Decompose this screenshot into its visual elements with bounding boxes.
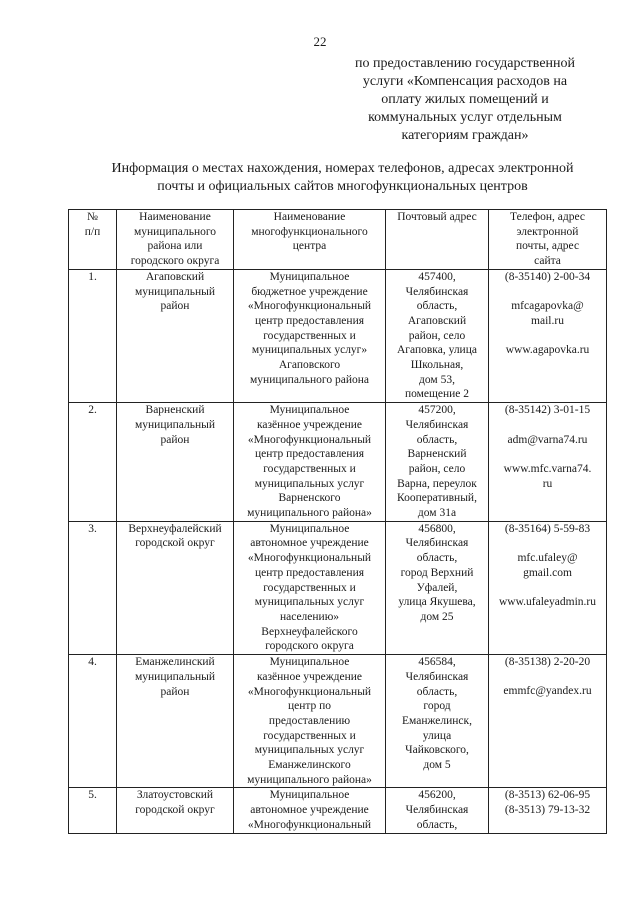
cell-text: Варненского <box>278 492 341 505</box>
row-number-cell <box>69 655 117 788</box>
cell-text: область, <box>416 433 458 446</box>
cell-text: Муниципальное <box>269 404 350 417</box>
spacer <box>490 447 605 462</box>
cell-text: Челябинская <box>405 418 469 431</box>
postal-address-cell <box>386 403 489 522</box>
cell-text: дом 25 <box>420 610 454 623</box>
cell-text: городской округ <box>135 537 215 550</box>
cell-text: город <box>423 700 451 713</box>
cell-text: mfcagapovka@ <box>511 300 584 313</box>
cell-text: Златоустовский <box>136 789 214 802</box>
title-line: почты и официальных сайтов многофункциональных центров <box>157 179 528 194</box>
cell-text: (8-35142) 3-01-15 <box>504 404 591 417</box>
cell-text: (8-35138) 2-20-20 <box>504 656 591 669</box>
cell-text: государственных и <box>263 581 356 594</box>
cell-text: 4. <box>88 656 97 669</box>
header-text: сайта <box>534 255 561 268</box>
table-row <box>69 403 607 522</box>
cell-text: центр предоставления <box>254 566 365 579</box>
cell-text: www.ufaleyadmin.ru <box>499 596 596 609</box>
cell-text: автономное учреждение <box>250 537 369 550</box>
cell-text: Агаповский <box>407 314 467 327</box>
spacer <box>490 581 605 596</box>
header-text: многофункционального <box>251 225 368 238</box>
cell-text: Агаповского <box>278 359 341 372</box>
table-body <box>69 269 607 833</box>
row-number-cell <box>69 788 117 833</box>
postal-address-cell <box>386 269 489 402</box>
header-note-line: оплату жилых помещений и <box>381 92 549 107</box>
cell-text: городского округа <box>265 640 354 653</box>
district-cell <box>117 788 234 833</box>
cell-text: 457200, <box>418 404 456 417</box>
cell-text: населению» <box>279 610 340 623</box>
page-number: 22 <box>313 34 327 49</box>
cell-text: бюджетное учреждение <box>251 285 368 298</box>
cell-text: казённое учреждение <box>256 418 363 431</box>
cell-text: дом 5 <box>423 759 451 772</box>
cell-text: область, <box>416 685 458 698</box>
cell-text: муниципального района» <box>247 507 372 520</box>
contacts-cell <box>489 521 607 654</box>
cell-text: муниципальный <box>134 670 216 683</box>
cell-text: Верхнеуфалейский <box>128 522 222 535</box>
header-address <box>386 210 489 270</box>
cell-text: mfc.ufaley@ <box>517 552 578 565</box>
table-row <box>69 655 607 788</box>
cell-text: www.agapovka.ru <box>505 344 590 357</box>
cell-text: mail.ru <box>531 314 564 327</box>
cell-text: Еманжелинск, <box>402 714 472 727</box>
cell-text: Муниципальное <box>269 270 350 283</box>
postal-address-cell <box>386 521 489 654</box>
center-name-cell <box>234 403 386 522</box>
header-text: муниципального <box>133 225 217 238</box>
header-note-line: коммунальных услуг отдельным <box>368 110 562 125</box>
table-row <box>69 521 607 654</box>
contacts-cell <box>489 269 607 402</box>
cell-text: Еманжелинского <box>268 759 351 772</box>
cell-text: Верхнеуфалейского <box>261 625 358 638</box>
cell-text: Варненский <box>145 404 205 417</box>
cell-text: центр по <box>287 700 332 713</box>
cell-text: 3. <box>88 522 97 535</box>
cell-text: Кооперативный, <box>397 492 477 505</box>
center-name-cell <box>234 269 386 402</box>
cell-text: центр предоставления <box>254 314 365 327</box>
cell-text: 456800, <box>418 522 456 535</box>
header-text: Телефон, адрес <box>510 211 585 223</box>
cell-text: муниципальных услуг <box>254 596 365 609</box>
document-title <box>70 160 615 196</box>
spacer <box>490 329 605 344</box>
cell-text: (8-3513) 62-06-95 <box>504 789 591 802</box>
cell-text: городской округ <box>135 804 215 817</box>
header-text: Наименование <box>273 211 346 223</box>
cell-text: Челябинская <box>405 285 469 298</box>
district-cell <box>117 403 234 522</box>
cell-text: Еманжелинский <box>135 656 215 669</box>
row-number-cell <box>69 403 117 522</box>
cell-text: (8-35164) 5-59-83 <box>504 522 591 535</box>
cell-text: 2. <box>88 404 97 417</box>
cell-text: дом 31а <box>417 507 457 520</box>
cell-text: Челябинская <box>405 670 469 683</box>
table-header-row <box>69 210 607 270</box>
cell-text: gmail.com <box>523 566 572 579</box>
cell-text: государственных и <box>263 462 356 475</box>
header-note-line: категориям граждан» <box>401 128 529 143</box>
spacer <box>490 536 605 551</box>
cell-text: (8-3513) 79-13-32 <box>504 804 591 817</box>
cell-text: муниципальных услуг <box>254 477 365 490</box>
cell-text: муниципального района <box>250 373 369 386</box>
spacer <box>490 418 605 433</box>
cell-text: район, село <box>408 329 466 342</box>
cell-text: 5. <box>88 789 97 802</box>
contacts-cell <box>489 788 607 833</box>
cell-text: муниципальных услуг» <box>251 344 368 357</box>
header-text: почты, адрес <box>515 240 580 253</box>
cell-text: (8-35140) 2-00-34 <box>504 270 591 283</box>
cell-text: Муниципальное <box>269 656 350 669</box>
header-number <box>69 210 117 270</box>
cell-text: «Многофункциональный <box>247 433 372 446</box>
cell-text: emmfc@yandex.ru <box>503 685 592 698</box>
title-line: Информация о местах нахождения, номерах телефонов, адресах электронной <box>111 161 574 176</box>
header-text: Почтовый адрес <box>397 211 477 223</box>
center-name-cell <box>234 655 386 788</box>
cell-text: муниципального района» <box>247 773 372 786</box>
header-text: № <box>87 211 98 223</box>
cell-text: область, <box>416 552 458 565</box>
table-row <box>69 269 607 402</box>
cell-text: автономное учреждение <box>250 804 369 817</box>
center-name-cell <box>234 788 386 833</box>
cell-text: 456200, <box>418 789 456 802</box>
header-contacts <box>489 210 607 270</box>
header-note-line: услуги «Компенсация расходов на <box>362 74 568 89</box>
row-number-cell <box>69 269 117 402</box>
cell-text: Челябинская <box>405 537 469 550</box>
mfc-table <box>68 209 607 834</box>
cell-text: Варна, переулок <box>397 477 477 490</box>
district-cell <box>117 521 234 654</box>
spacer <box>490 285 605 300</box>
cell-text: район <box>160 433 190 446</box>
cell-text: муниципальный <box>134 285 216 298</box>
cell-text: Уфалей, <box>416 581 458 594</box>
cell-text: www.mfc.varna74. <box>503 462 592 475</box>
cell-text: «Многофункциональный <box>247 552 372 565</box>
header-note-line: по предоставлению государственной <box>354 56 576 71</box>
cell-text: «Многофункциональный <box>247 300 372 313</box>
header-text: п/п <box>84 225 101 238</box>
cell-text: Челябинская <box>405 804 469 817</box>
postal-address-cell <box>386 788 489 833</box>
cell-text: район <box>160 685 190 698</box>
contacts-cell <box>489 403 607 522</box>
center-name-cell <box>234 521 386 654</box>
cell-text: помещение 2 <box>404 388 470 401</box>
header-text: городского округа <box>130 255 220 268</box>
cell-text: 457400, <box>418 270 456 283</box>
cell-text: улица Якушева, <box>398 596 476 609</box>
cell-text: дом 53, <box>419 373 455 386</box>
cell-text: Агаповский <box>145 270 205 283</box>
cell-text: центр предоставления <box>254 448 365 461</box>
district-cell <box>117 269 234 402</box>
cell-text: улица <box>422 729 452 742</box>
cell-text: 456584, <box>418 656 456 669</box>
cell-text: Агаповка, улица <box>397 344 477 357</box>
header-text: электронной <box>516 225 579 238</box>
contacts-cell <box>489 655 607 788</box>
cell-text: город Верхний <box>400 566 474 579</box>
cell-text: государственных и <box>263 329 356 342</box>
header-center <box>234 210 386 270</box>
cell-text: Варненский <box>407 448 467 461</box>
cell-text: муниципальный <box>134 418 216 431</box>
cell-text: Чайковского, <box>405 744 469 757</box>
cell-text: Муниципальное <box>269 522 350 535</box>
cell-text: предоставлению <box>268 714 351 727</box>
cell-text: государственных и <box>263 729 356 742</box>
cell-text: «Многофункциональный <box>247 818 372 831</box>
table-row <box>69 788 607 833</box>
cell-text: казённое учреждение <box>256 670 363 683</box>
spacer <box>490 670 605 685</box>
header-text: района или <box>147 240 203 253</box>
cell-text: Муниципальное <box>269 789 350 802</box>
header-text: центра <box>292 240 327 253</box>
cell-text: 1. <box>88 270 97 283</box>
cell-text: «Многофункциональный <box>247 685 372 698</box>
header-text: Наименование <box>139 211 211 223</box>
cell-text: район <box>160 300 190 313</box>
district-cell <box>117 655 234 788</box>
header-note <box>330 55 600 145</box>
postal-address-cell <box>386 655 489 788</box>
cell-text: область, <box>416 818 458 831</box>
row-number-cell <box>69 521 117 654</box>
cell-text: область, <box>416 300 458 313</box>
cell-text: район, село <box>408 462 466 475</box>
cell-text: муниципальных услуг <box>254 744 365 757</box>
cell-text: adm@varna74.ru <box>507 433 588 446</box>
header-district <box>117 210 234 270</box>
cell-text: Школьная, <box>410 359 464 372</box>
cell-text: ru <box>542 477 553 490</box>
